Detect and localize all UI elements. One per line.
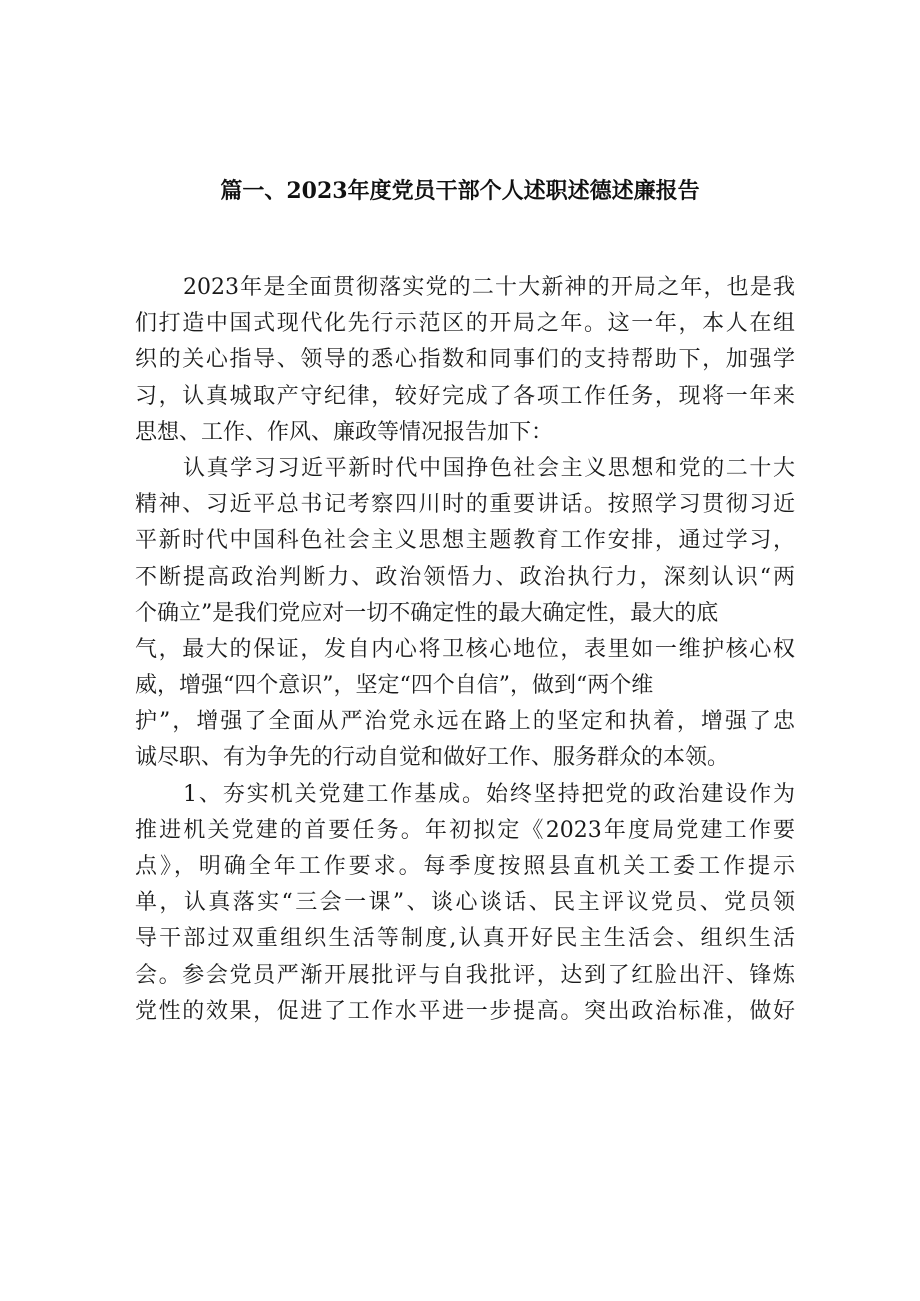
text-line: 气，最大的保证，发自内心将卫核心地位，表里如一维护核心权 xyxy=(135,636,795,662)
text-line: 2023年是全面贯彻落实党的二十大新神的开局之年，也是我 xyxy=(183,275,795,300)
text-line: 思想、工作、作风、廉政等情况报告加下： xyxy=(135,419,554,445)
text-line: 点》，明确全年工作要求。每季度按照县直机关工委工作提示 xyxy=(135,854,795,879)
paragraph-3 xyxy=(135,777,795,1030)
text-line: 党性的效果，促进了工作水平进一步提高。突出政治标准，做好 xyxy=(135,998,795,1024)
text-line: 认真学习习近平新时代中国挣色社会主义思想和党的二十大 xyxy=(183,455,795,481)
text-line: 导干部过双重组织生活等制度,认真开好民主生活会、组织生活 xyxy=(135,926,795,952)
text-line: 平新时代中国科色社会主义思想主题教育工作安排，通过学习， xyxy=(135,528,795,554)
document-body xyxy=(135,270,795,1030)
document-title: 篇一、2023年度党员干部个人述职述德述廉报告 xyxy=(220,178,700,204)
text-line: 精神、习近平总书记考察四川时的重要讲话。按照学习贯彻习近 xyxy=(135,492,795,518)
text-line: 护”，增强了全面从严治党永远在路上的坚定和执着，增强了忠 xyxy=(135,709,795,735)
paragraph-1 xyxy=(135,270,795,451)
text-line: 习，认真城取产守纪律，较好完成了各项工作任务，现将一年来 xyxy=(135,383,795,409)
text-line: 们打造中国式现代化先行示范区的开局之年。这一年，本人在组 xyxy=(135,311,795,337)
text-line: 威，增强“四个意识”，坚定“四个自信”，做到“两个维 xyxy=(135,673,654,699)
text-line: 不断提高政治判断力、政治领悟力、政治执行力，深刻认识“两 xyxy=(135,564,795,590)
text-line: 诚尽职、有为争先的行动自觉和做好工作、服务群众的本领。 xyxy=(135,745,730,771)
text-line: 个确立”是我们党应对一切不确定性的最大确定性，最大的底 xyxy=(135,600,719,626)
text-line: 会。参会党员严渐开展批评与自我批评，达到了红脸出汗、锋炼 xyxy=(135,962,795,988)
text-line: 推进机关党建的首要任务。年初拟定《2023年度局党建工作要 xyxy=(135,817,795,843)
text-line: 1、夯实机关党建工作基成。始终坚持把党的政治建设作为 xyxy=(183,781,795,807)
text-line: 单，认真落实“三会一课”、谈心谈话、民主评议党员、党员领 xyxy=(135,890,795,916)
paragraph-2 xyxy=(135,451,795,777)
text-line: 织的关心指导、领导的悉心指数和同事们的支持帮助下，加强学 xyxy=(135,347,795,373)
